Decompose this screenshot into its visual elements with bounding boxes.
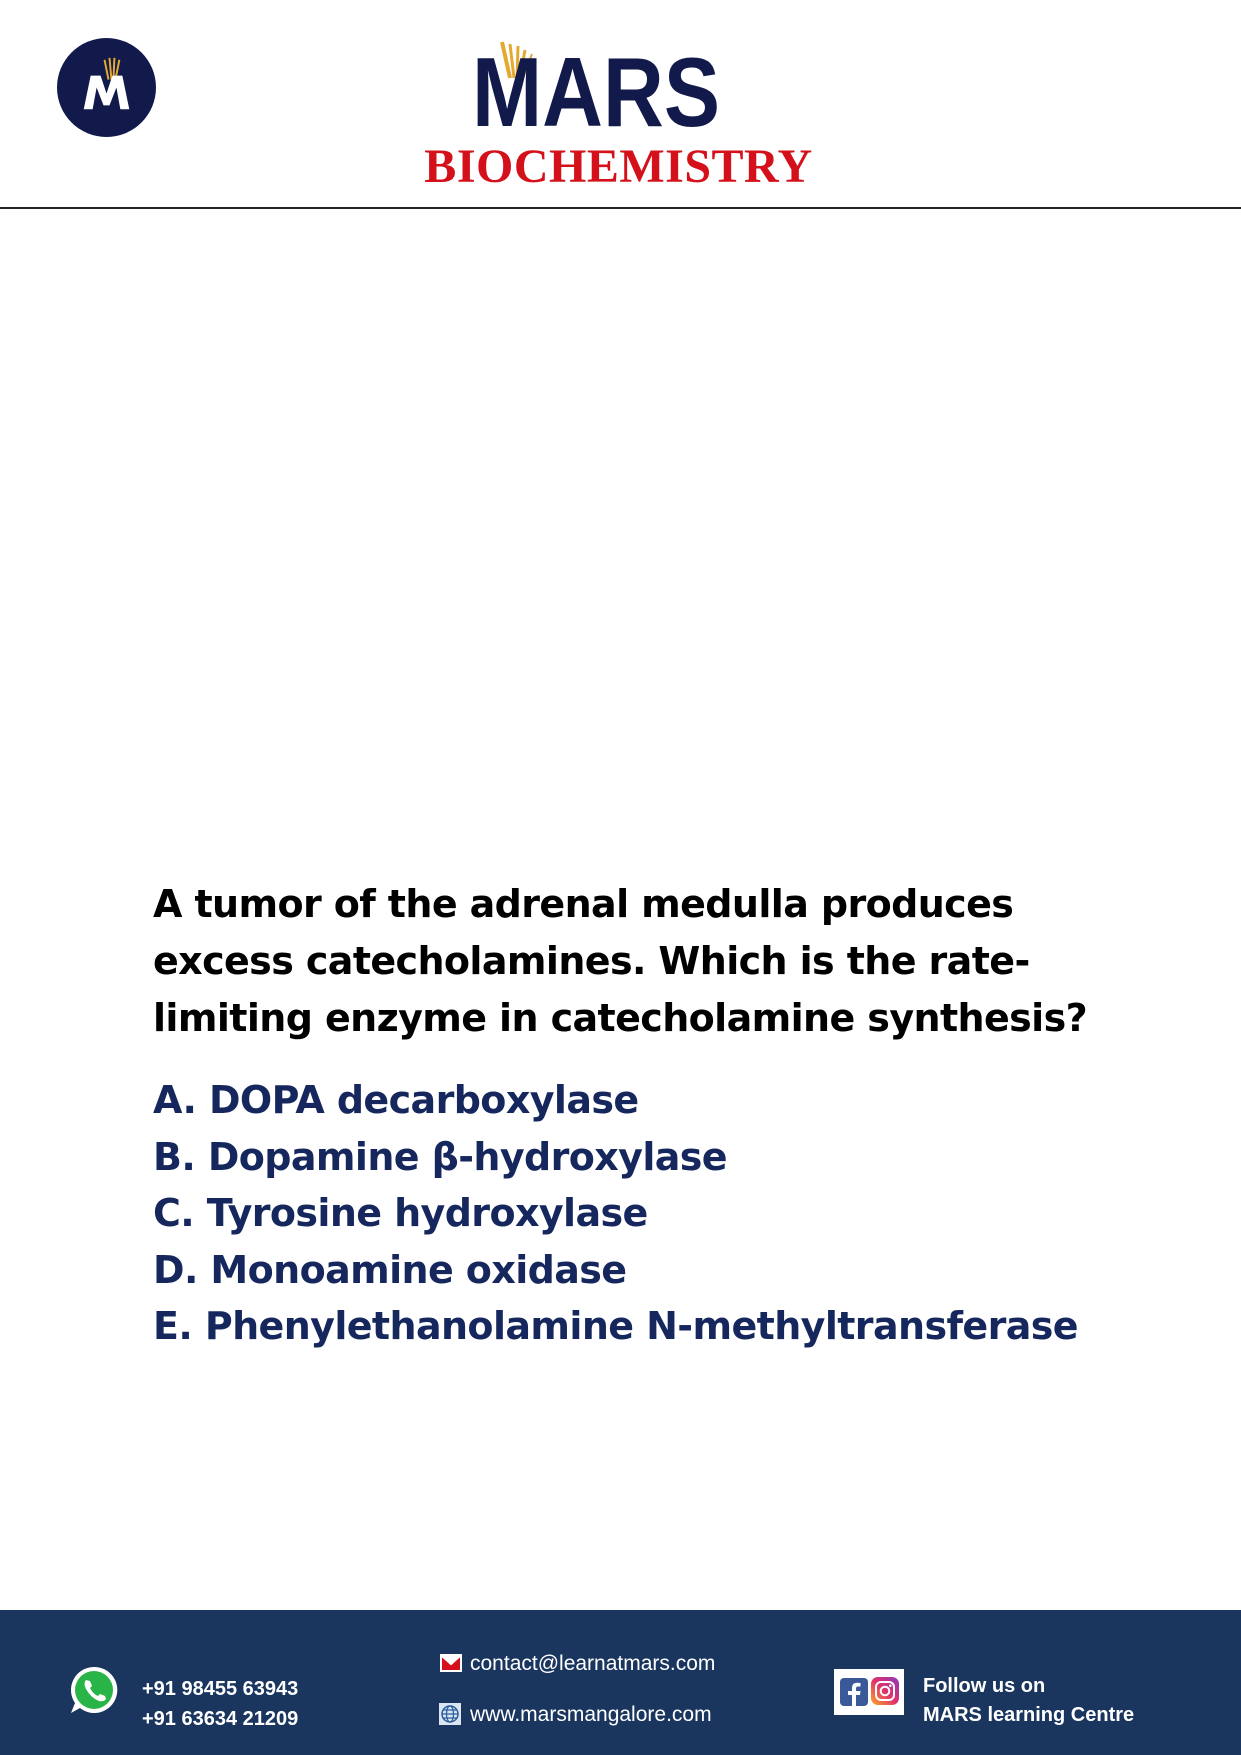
question-text: A tumor of the adrenal medulla produces excess catecholamines. Which is the rate-limiting enzyme in catecholamine synthesis? [153,882,1088,1040]
option-c: C. Tyrosine hydroxylase [153,1191,648,1235]
option-e: E. Phenylethanolamine N-methyltransferase [153,1304,1078,1348]
subject-title-text: BIOCHEMISTRY [424,140,813,193]
follow-line-2[interactable]: MARS learning Centre [923,1704,1135,1726]
facebook-icon[interactable] [840,1678,868,1706]
phone-number-2[interactable]: +91 63634 21209 [142,1708,299,1730]
social-icons [834,1669,904,1715]
option-d: D. Monoamine oxidase [153,1247,627,1292]
option-b: B. Dopamine β-hydroxylase [153,1134,727,1179]
mars-logo [472,37,722,147]
follow-line-1: Follow us on [923,1675,1046,1697]
whatsapp-icon [68,1664,120,1716]
website-link[interactable]: www.marsmangalore.com [470,1703,712,1726]
circle-logo-icon [57,38,156,137]
brand-name: MARS [472,37,720,147]
mail-icon [440,1654,462,1672]
follow-us [923,1672,1134,1730]
page-footer [0,1610,1241,1755]
contact-email[interactable]: contact@learnatmars.com [470,1652,716,1675]
page-header [0,0,1241,209]
option-a: A. DOPA decarboxylase [153,1078,639,1122]
subject-title [0,140,1241,194]
instagram-icon[interactable] [871,1677,899,1705]
answer-options [153,1072,1193,1355]
globe-icon [439,1703,461,1725]
phone-number-1[interactable]: +91 98455 63943 [142,1678,299,1700]
phone-numbers [142,1674,298,1734]
